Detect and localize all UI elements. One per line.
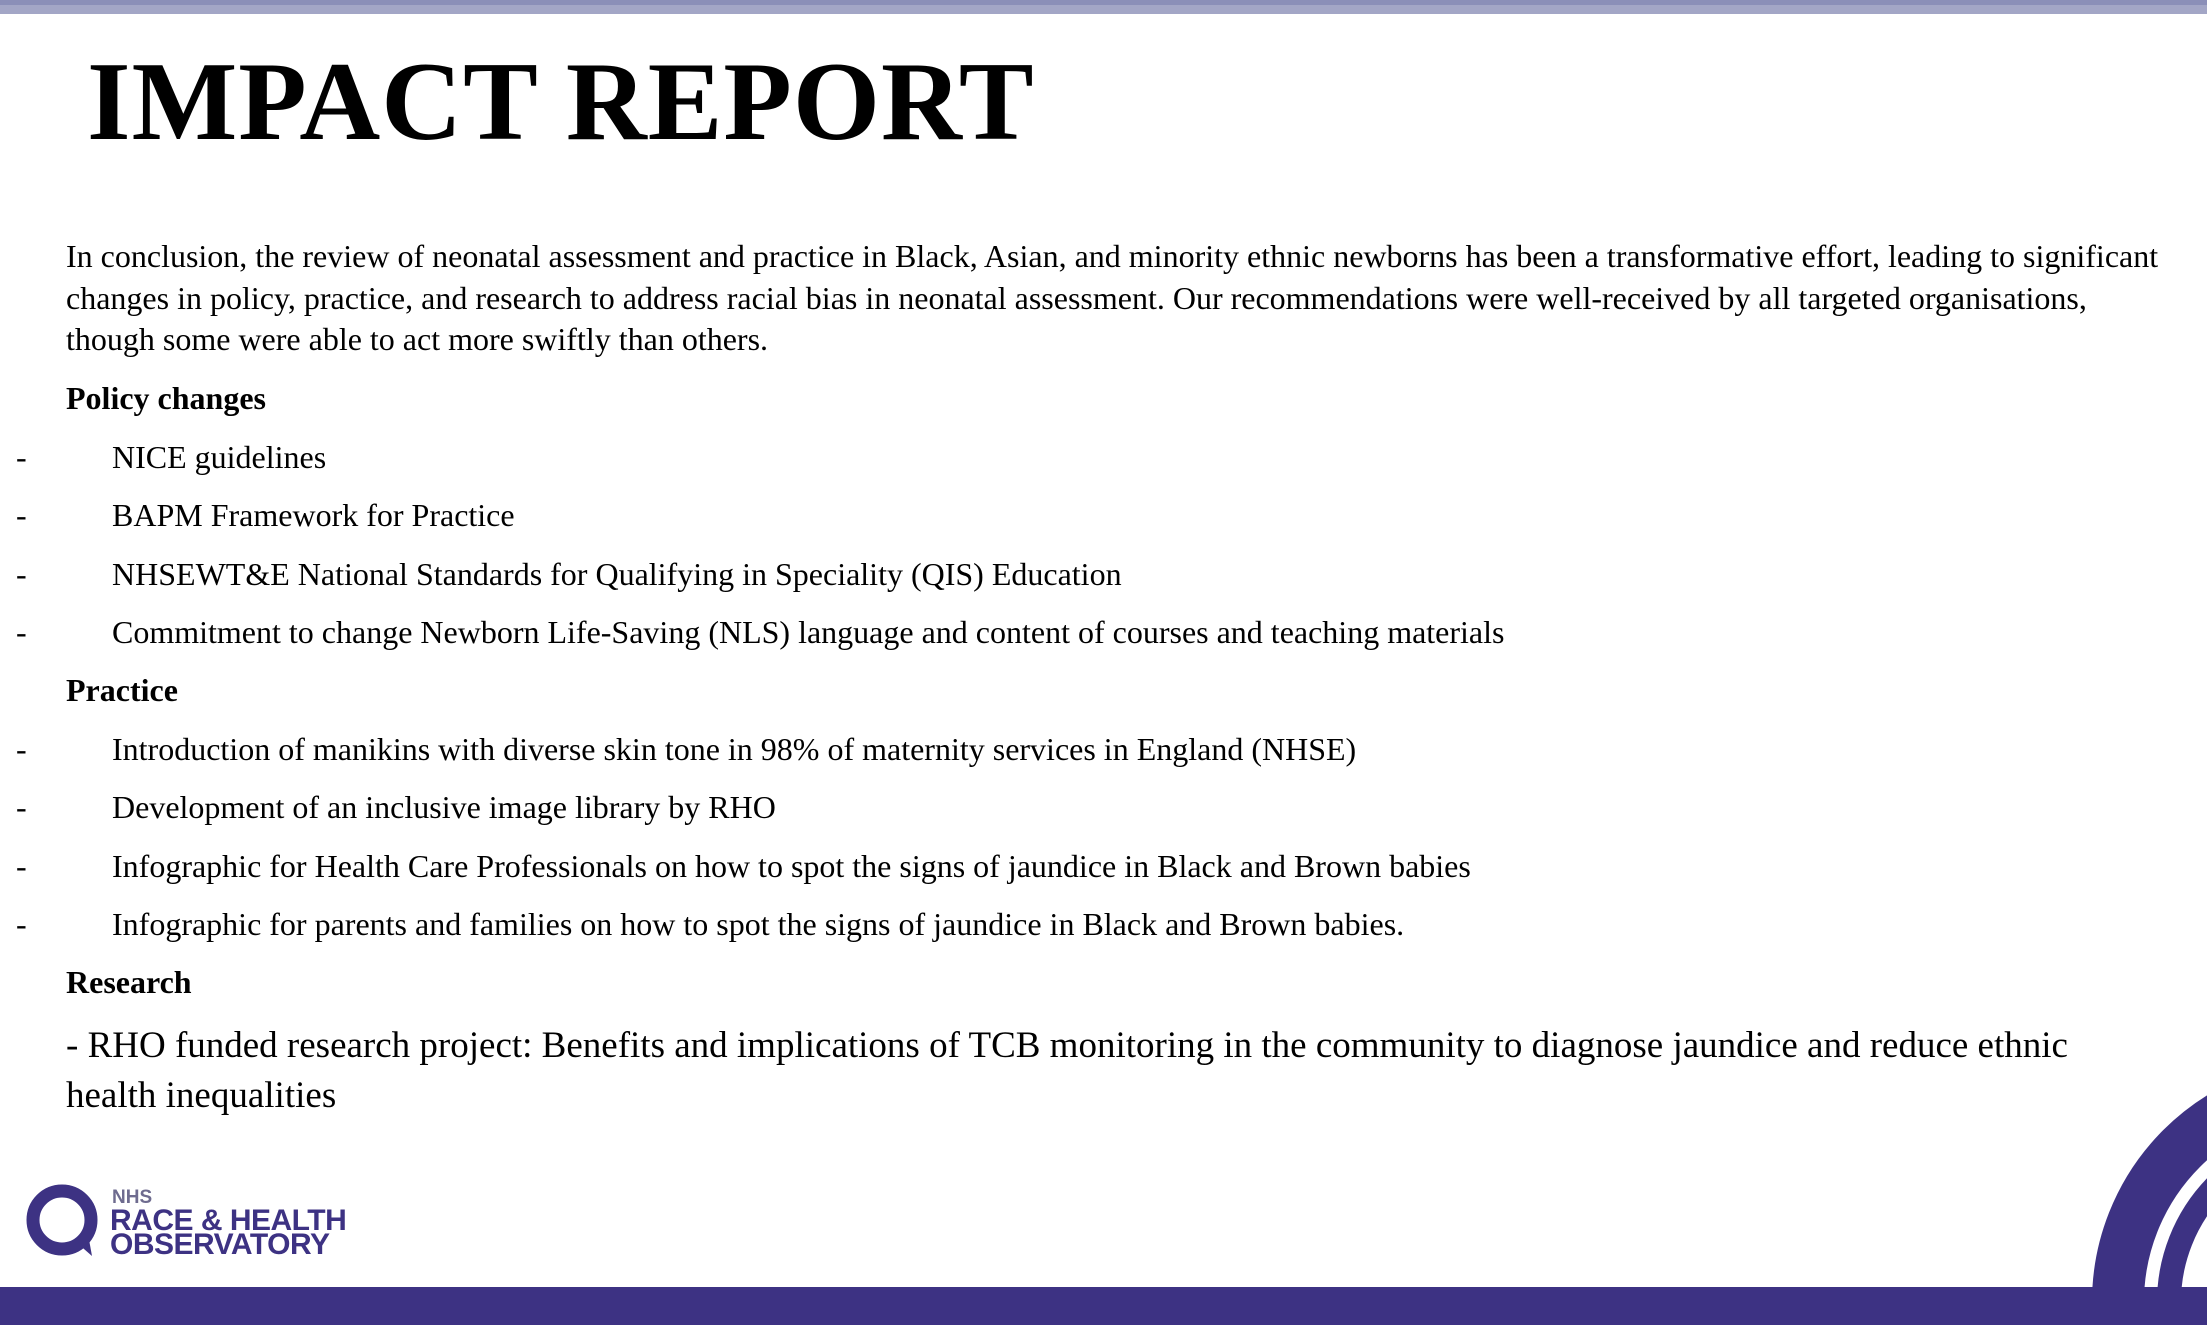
policy-item-text: NHSEWT&E National Standards for Qualifying in Speciality (QIS) Education <box>112 556 1122 592</box>
policy-heading: Policy changes <box>66 380 266 416</box>
policy-item <box>0 495 2150 535</box>
intro-paragraph: In conclusion, the review of neonatal assessment and practice in Black, Asian, and minority ethnic newborns has been a transformative effort, leading to significant changes in policy, practice, and research to address racial bias in neonatal assessment. Our recommendations were well-received by all targeted organisations, though some were able to act more swiftly than others. <box>66 238 2159 357</box>
footer-bar <box>0 1287 2207 1325</box>
bullet-dash: - <box>16 906 27 942</box>
bullet-dash: - <box>16 848 27 884</box>
practice-item-text: Infographic for Health Care Professionals on how to spot the signs of jaundice in Black and Brown babies <box>112 848 1471 884</box>
policy-item-text: Commitment to change Newborn Life-Saving (NLS) language and content of courses and teaching materials <box>112 614 1505 650</box>
practice-item-text: Development of an inclusive image library by RHO <box>112 789 776 825</box>
corner-arc-decoration <box>2080 1040 2207 1287</box>
bullet-dash: - <box>16 614 27 650</box>
rho-logo <box>26 1184 366 1260</box>
policy-item <box>0 437 2150 477</box>
bullet-dash: - <box>16 439 27 475</box>
practice-heading: Practice <box>66 672 178 708</box>
policy-item <box>0 612 2150 652</box>
top-stripe <box>0 0 2207 15</box>
practice-item <box>0 846 2150 886</box>
research-item: - RHO funded research project: Benefits and implications of TCB monitoring in the community to diagnose jaundice and reduce ethnic health inequalities <box>66 1025 2068 1116</box>
page-title: IMPACT REPORT <box>87 40 1035 164</box>
practice-item-text: Infographic for parents and families on how to spot the signs of jaundice in Black and Brown babies. <box>112 906 1405 942</box>
practice-item <box>0 729 2150 769</box>
bullet-dash: - <box>16 731 27 767</box>
logo-line-2: OBSERVATORY <box>110 1228 330 1261</box>
policy-item-text: BAPM Framework for Practice <box>112 497 515 533</box>
research-heading: Research <box>66 964 192 1000</box>
speech-bubble-ring-icon <box>26 1184 102 1260</box>
practice-item-text: Introduction of manikins with diverse skin tone in 98% of maternity services in England (NHSE) <box>112 731 1357 767</box>
policy-item <box>0 554 2150 594</box>
practice-item <box>0 787 2150 827</box>
bullet-dash: - <box>16 556 27 592</box>
logo-nhs-text: NHS <box>112 1187 153 1208</box>
bullet-dash: - <box>16 789 27 825</box>
logo-line-1: RACE & HEALTH <box>110 1204 347 1237</box>
practice-item <box>0 904 2150 944</box>
bullet-dash: - <box>16 497 27 533</box>
policy-item-text: NICE guidelines <box>112 439 327 475</box>
